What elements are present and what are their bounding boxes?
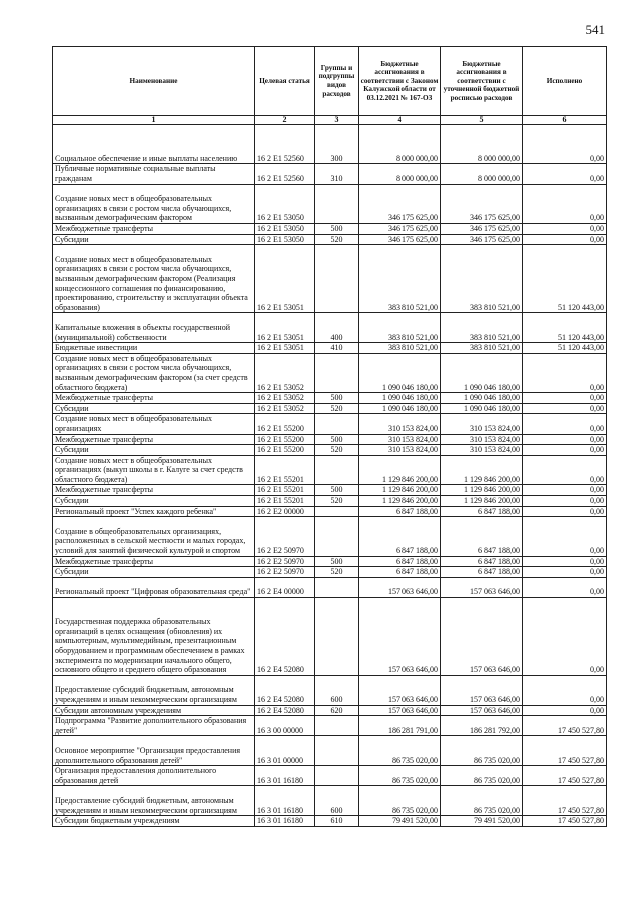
table-row — [53, 736, 607, 766]
row-target-code: 16 2 E1 53052 — [255, 403, 315, 414]
row-target-code: 16 2 E1 52560 — [255, 125, 315, 164]
table-row — [53, 445, 607, 456]
row-target-code: 16 2 E1 53050 — [255, 223, 315, 234]
row-target-code: 16 2 E1 53051 — [255, 313, 315, 343]
row-name: Субсидии — [53, 403, 255, 414]
row-name: Предоставление субсидий бюджетным, автономным учреждениям и иным некоммерческим организациям — [53, 675, 255, 705]
table-row — [53, 343, 607, 354]
budget-table — [52, 46, 607, 827]
row-target-code: 16 2 E4 52080 — [255, 705, 315, 716]
row-schedule-amount: 383 810 521,00 — [441, 343, 523, 354]
table-row — [53, 403, 607, 414]
row-executed-amount: 0,00 — [523, 556, 607, 567]
row-schedule-amount: 157 063 646,00 — [441, 577, 523, 597]
row-executed-amount: 17 450 527,80 — [523, 716, 607, 736]
row-law-amount: 383 810 521,00 — [359, 343, 441, 354]
row-name: Межбюджетные трансферты — [53, 556, 255, 567]
row-executed-amount: 17 450 527,80 — [523, 816, 607, 827]
row-schedule-amount: 1 129 846 200,00 — [441, 496, 523, 507]
row-law-amount: 6 847 188,00 — [359, 567, 441, 578]
row-expense-group: 520 — [315, 445, 359, 456]
row-target-code: 16 2 E4 00000 — [255, 577, 315, 597]
row-law-amount: 1 129 846 200,00 — [359, 455, 441, 485]
row-executed-amount: 0,00 — [523, 403, 607, 414]
row-target-code: 16 2 E1 55200 — [255, 434, 315, 445]
row-target-code: 16 2 E1 53051 — [255, 343, 315, 354]
table-row — [53, 598, 607, 676]
row-expense-group — [315, 517, 359, 556]
row-executed-amount: 0,00 — [523, 445, 607, 456]
row-schedule-amount: 346 175 625,00 — [441, 234, 523, 245]
row-law-amount: 346 175 625,00 — [359, 223, 441, 234]
row-executed-amount: 0,00 — [523, 705, 607, 716]
row-expense-group — [315, 506, 359, 517]
row-law-amount: 1 129 846 200,00 — [359, 485, 441, 496]
row-law-amount: 8 000 000,00 — [359, 125, 441, 164]
row-name: Капитальные вложения в объекты государственной (муниципальной) собственности — [53, 313, 255, 343]
row-executed-amount: 17 450 527,80 — [523, 766, 607, 786]
row-expense-group — [315, 353, 359, 392]
table-row — [53, 517, 607, 556]
row-executed-amount: 0,00 — [523, 517, 607, 556]
row-expense-group: 500 — [315, 434, 359, 445]
row-law-amount: 346 175 625,00 — [359, 184, 441, 223]
row-name: Межбюджетные трансферты — [53, 434, 255, 445]
row-law-amount: 310 153 824,00 — [359, 445, 441, 456]
row-executed-amount: 0,00 — [523, 223, 607, 234]
row-schedule-amount: 186 281 792,00 — [441, 716, 523, 736]
row-law-amount: 1 090 046 180,00 — [359, 403, 441, 414]
row-expense-group: 520 — [315, 234, 359, 245]
table-row — [53, 164, 607, 184]
row-name: Организация предоставления дополнительного образования детей — [53, 766, 255, 786]
row-expense-group — [315, 245, 359, 313]
row-expense-group — [315, 736, 359, 766]
column-number: 4 — [359, 116, 441, 125]
row-target-code: 16 3 01 00000 — [255, 736, 315, 766]
row-executed-amount: 0,00 — [523, 675, 607, 705]
row-schedule-amount: 8 000 000,00 — [441, 125, 523, 164]
row-executed-amount: 0,00 — [523, 434, 607, 445]
row-name: Межбюджетные трансферты — [53, 485, 255, 496]
row-law-amount: 86 735 020,00 — [359, 736, 441, 766]
row-name: Создание новых мест в общеобразовательных организациях в связи с ростом числа обучающихся, вызванным демографическим фактором (Реализация концессионного соглашения по финансированию, проектированию, строительству и эксплуатации объекта образования) — [53, 245, 255, 313]
table-row — [53, 234, 607, 245]
row-expense-group — [315, 414, 359, 434]
table-row — [53, 766, 607, 786]
row-law-amount: 346 175 625,00 — [359, 234, 441, 245]
row-executed-amount: 0,00 — [523, 598, 607, 676]
column-number: 6 — [523, 116, 607, 125]
column-number: 1 — [53, 116, 255, 125]
row-schedule-amount: 6 847 188,00 — [441, 506, 523, 517]
column-number-row — [53, 116, 607, 125]
row-expense-group: 410 — [315, 343, 359, 354]
row-law-amount: 383 810 521,00 — [359, 313, 441, 343]
row-target-code: 16 2 E1 53052 — [255, 393, 315, 404]
row-expense-group — [315, 455, 359, 485]
row-schedule-amount: 86 735 020,00 — [441, 786, 523, 816]
row-schedule-amount: 383 810 521,00 — [441, 245, 523, 313]
table-row — [53, 353, 607, 392]
table-row — [53, 184, 607, 223]
row-name: Субсидии — [53, 445, 255, 456]
row-name: Субсидии — [53, 234, 255, 245]
table-row — [53, 223, 607, 234]
row-schedule-amount: 1 090 046 180,00 — [441, 403, 523, 414]
row-target-code: 16 2 E4 52080 — [255, 675, 315, 705]
row-target-code: 16 2 E1 53052 — [255, 353, 315, 392]
page-number: 541 — [585, 22, 605, 37]
row-target-code: 16 2 E4 52080 — [255, 598, 315, 676]
row-executed-amount: 0,00 — [523, 393, 607, 404]
row-executed-amount: 0,00 — [523, 353, 607, 392]
table-row — [53, 556, 607, 567]
row-law-amount: 186 281 791,00 — [359, 716, 441, 736]
row-law-amount: 157 063 646,00 — [359, 577, 441, 597]
row-schedule-amount: 310 153 824,00 — [441, 445, 523, 456]
row-target-code: 16 2 E2 50970 — [255, 556, 315, 567]
row-name: Создание новых мест в общеобразовательных организациях — [53, 414, 255, 434]
row-expense-group: 620 — [315, 705, 359, 716]
row-target-code: 16 2 E2 50970 — [255, 567, 315, 578]
header-row — [53, 47, 607, 116]
row-target-code: 16 2 E1 55200 — [255, 414, 315, 434]
row-expense-group: 500 — [315, 485, 359, 496]
table-row — [53, 485, 607, 496]
row-target-code: 16 3 01 16180 — [255, 786, 315, 816]
row-schedule-amount: 1 090 046 180,00 — [441, 353, 523, 392]
table-row — [53, 125, 607, 164]
row-schedule-amount: 310 153 824,00 — [441, 414, 523, 434]
row-name: Субсидии автономным учреждениям — [53, 705, 255, 716]
row-executed-amount: 0,00 — [523, 506, 607, 517]
header-schedule: Бюджетные ассигнования в соответствии с уточненной бюджетной росписью расходов — [441, 47, 523, 116]
header-law: Бюджетные ассигнования в соответствии с Законом Калужской области от 03.12.2021 № 167-ОЗ — [359, 47, 441, 116]
row-law-amount: 86 735 020,00 — [359, 786, 441, 816]
table-row — [53, 245, 607, 313]
row-executed-amount: 17 450 527,80 — [523, 786, 607, 816]
row-schedule-amount: 86 735 020,00 — [441, 766, 523, 786]
row-schedule-amount: 1 090 046 180,00 — [441, 393, 523, 404]
header-executed: Исполнено — [523, 47, 607, 116]
row-executed-amount: 51 120 443,00 — [523, 245, 607, 313]
row-name: Предоставление субсидий бюджетным, автономным учреждениям и иным некоммерческим организациям — [53, 786, 255, 816]
row-law-amount: 86 735 020,00 — [359, 766, 441, 786]
row-law-amount: 79 491 520,00 — [359, 816, 441, 827]
row-target-code: 16 2 E2 00000 — [255, 506, 315, 517]
row-schedule-amount: 157 063 646,00 — [441, 598, 523, 676]
table-row — [53, 414, 607, 434]
row-name: Субсидии — [53, 496, 255, 507]
table-row — [53, 577, 607, 597]
row-law-amount: 1 129 846 200,00 — [359, 496, 441, 507]
row-name: Основное мероприятие "Организация предоставления дополнительного образования детей" — [53, 736, 255, 766]
header-groups: Группы и подгруппы видов расходов — [315, 47, 359, 116]
row-executed-amount: 0,00 — [523, 414, 607, 434]
row-expense-group — [315, 766, 359, 786]
row-expense-group — [315, 184, 359, 223]
row-expense-group: 610 — [315, 816, 359, 827]
row-expense-group — [315, 598, 359, 676]
row-schedule-amount: 8 000 000,00 — [441, 164, 523, 184]
row-law-amount: 8 000 000,00 — [359, 164, 441, 184]
row-schedule-amount: 310 153 824,00 — [441, 434, 523, 445]
row-target-code: 16 2 E2 50970 — [255, 517, 315, 556]
row-expense-group: 600 — [315, 675, 359, 705]
row-law-amount: 6 847 188,00 — [359, 556, 441, 567]
row-law-amount: 310 153 824,00 — [359, 434, 441, 445]
row-law-amount: 157 063 646,00 — [359, 705, 441, 716]
table-row — [53, 816, 607, 827]
row-executed-amount: 0,00 — [523, 485, 607, 496]
row-law-amount: 6 847 188,00 — [359, 517, 441, 556]
row-name: Региональный проект "Успех каждого ребенка" — [53, 506, 255, 517]
row-schedule-amount: 346 175 625,00 — [441, 184, 523, 223]
row-name: Субсидии бюджетным учреждениям — [53, 816, 255, 827]
row-name: Создание новых мест в общеобразовательных организациях (выкуп школы в г. Калуге за счет средств областного бюджета) — [53, 455, 255, 485]
row-target-code: 16 2 E1 55200 — [255, 445, 315, 456]
row-name: Межбюджетные трансферты — [53, 223, 255, 234]
table-row — [53, 716, 607, 736]
row-expense-group: 400 — [315, 313, 359, 343]
row-expense-group: 520 — [315, 496, 359, 507]
row-name: Государственная поддержка образовательных организаций в целях оснащения (обновления) их компьютерным, мультимедийным, презентационным оборудованием и программным обеспечением в рамках эксперимента по модернизации начального общего, основного общего и среднего общего образования — [53, 598, 255, 676]
row-schedule-amount: 6 847 188,00 — [441, 517, 523, 556]
row-executed-amount: 0,00 — [523, 567, 607, 578]
row-target-code: 16 2 E1 55201 — [255, 496, 315, 507]
column-number: 2 — [255, 116, 315, 125]
row-schedule-amount: 346 175 625,00 — [441, 223, 523, 234]
row-name: Создание в общеобразовательных организациях, расположенных в сельской местности и малых городах, условий для занятий физической культурой и спортом — [53, 517, 255, 556]
row-law-amount: 157 063 646,00 — [359, 675, 441, 705]
table-row — [53, 455, 607, 485]
row-law-amount: 6 847 188,00 — [359, 506, 441, 517]
row-executed-amount: 0,00 — [523, 164, 607, 184]
row-target-code: 16 3 01 16180 — [255, 816, 315, 827]
row-executed-amount: 51 120 443,00 — [523, 343, 607, 354]
row-expense-group: 600 — [315, 786, 359, 816]
row-executed-amount: 51 120 443,00 — [523, 313, 607, 343]
column-number: 3 — [315, 116, 359, 125]
row-name: Публичные нормативные социальные выплаты гражданам — [53, 164, 255, 184]
row-target-code: 16 2 E1 53051 — [255, 245, 315, 313]
row-name: Создание новых мест в общеобразовательных организациях в связи с ростом числа обучающихся, вызванным демографическим фактором — [53, 184, 255, 223]
table-row — [53, 434, 607, 445]
row-law-amount: 310 153 824,00 — [359, 414, 441, 434]
row-schedule-amount: 1 129 846 200,00 — [441, 455, 523, 485]
row-expense-group: 300 — [315, 125, 359, 164]
row-name: Межбюджетные трансферты — [53, 393, 255, 404]
row-expense-group — [315, 716, 359, 736]
row-target-code: 16 3 00 00000 — [255, 716, 315, 736]
row-target-code: 16 2 E1 53050 — [255, 184, 315, 223]
header-name: Наименование — [53, 47, 255, 116]
row-name: Создание новых мест в общеобразовательных организациях в связи с ростом числа обучающихся, вызванным демографическим фактором (за счет средств областного бюджета) — [53, 353, 255, 392]
table-row — [53, 313, 607, 343]
row-schedule-amount: 86 735 020,00 — [441, 736, 523, 766]
table-row — [53, 567, 607, 578]
row-executed-amount: 0,00 — [523, 496, 607, 507]
row-target-code: 16 3 01 16180 — [255, 766, 315, 786]
row-executed-amount: 0,00 — [523, 184, 607, 223]
row-schedule-amount: 1 129 846 200,00 — [441, 485, 523, 496]
row-name: Социальное обеспечение и иные выплаты населению — [53, 125, 255, 164]
row-expense-group: 520 — [315, 567, 359, 578]
table-row — [53, 705, 607, 716]
row-target-code: 16 2 E1 53050 — [255, 234, 315, 245]
row-executed-amount: 0,00 — [523, 125, 607, 164]
row-target-code: 16 2 E1 55201 — [255, 485, 315, 496]
row-expense-group: 500 — [315, 393, 359, 404]
row-law-amount: 157 063 646,00 — [359, 598, 441, 676]
row-law-amount: 383 810 521,00 — [359, 245, 441, 313]
row-expense-group — [315, 577, 359, 597]
column-number: 5 — [441, 116, 523, 125]
row-target-code: 16 2 E1 55201 — [255, 455, 315, 485]
table-row — [53, 675, 607, 705]
row-schedule-amount: 6 847 188,00 — [441, 556, 523, 567]
row-schedule-amount: 6 847 188,00 — [441, 567, 523, 578]
row-expense-group: 500 — [315, 223, 359, 234]
row-executed-amount: 0,00 — [523, 577, 607, 597]
row-schedule-amount: 79 491 520,00 — [441, 816, 523, 827]
row-schedule-amount: 383 810 521,00 — [441, 313, 523, 343]
row-law-amount: 1 090 046 180,00 — [359, 393, 441, 404]
table-row — [53, 393, 607, 404]
table-row — [53, 496, 607, 507]
row-expense-group: 500 — [315, 556, 359, 567]
row-name: Субсидии — [53, 567, 255, 578]
row-executed-amount: 0,00 — [523, 455, 607, 485]
row-schedule-amount: 157 063 646,00 — [441, 705, 523, 716]
row-law-amount: 1 090 046 180,00 — [359, 353, 441, 392]
table-row — [53, 506, 607, 517]
row-executed-amount: 17 450 527,80 — [523, 736, 607, 766]
row-name: Региональный проект "Цифровая образовательная среда" — [53, 577, 255, 597]
header-target: Целевая статья — [255, 47, 315, 116]
row-schedule-amount: 157 063 646,00 — [441, 675, 523, 705]
table-row — [53, 786, 607, 816]
row-name: Бюджетные инвестиции — [53, 343, 255, 354]
row-expense-group: 520 — [315, 403, 359, 414]
row-name: Подпрограмма "Развитие дополнительного образования детей" — [53, 716, 255, 736]
row-executed-amount: 0,00 — [523, 234, 607, 245]
row-target-code: 16 2 E1 52560 — [255, 164, 315, 184]
row-expense-group: 310 — [315, 164, 359, 184]
table-body — [53, 125, 607, 827]
